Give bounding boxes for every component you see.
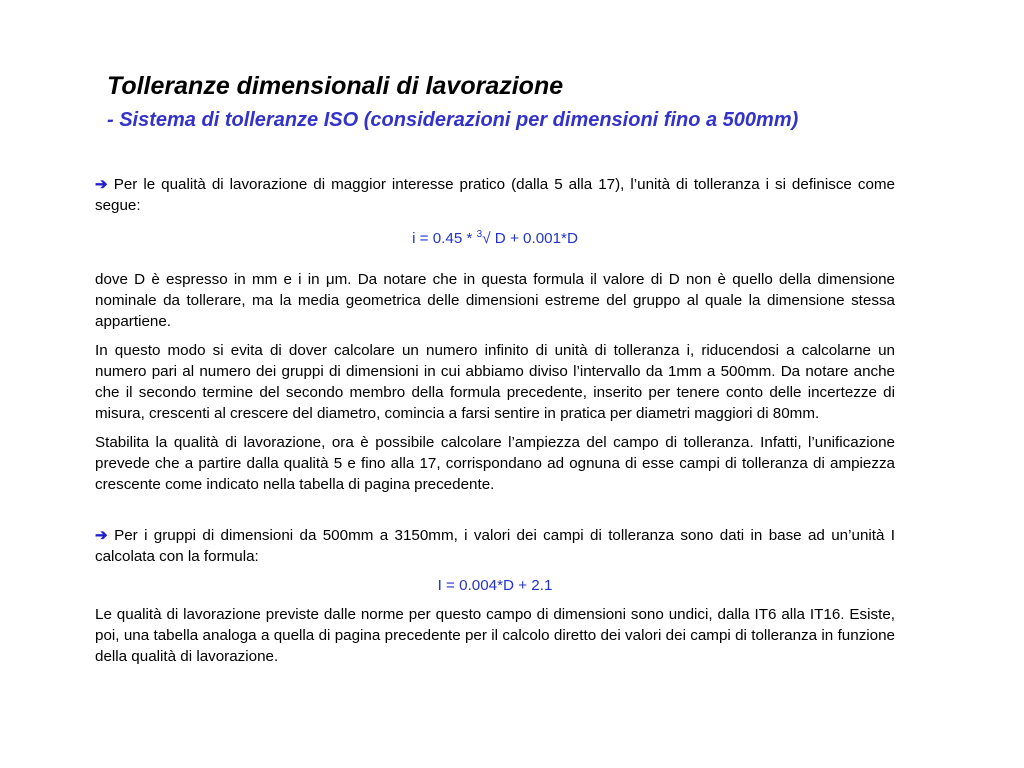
body-text — [95, 174, 895, 675]
arrow-right-icon: ➔ — [95, 176, 108, 193]
paragraph-intro-text: Per le qualità di lavorazione di maggior interesse pratico (dalla 5 alla 17), l’unità di tolleranza i si definisce come segue: — [95, 176, 895, 214]
spacer — [95, 257, 895, 269]
formula-unit-I: I = 0.004*D + 2.1 — [437, 577, 553, 595]
formula-unit-i-root-index: 3 — [476, 229, 483, 240]
formula-unit-i-suffix: √ D + 0.001*D — [482, 230, 578, 248]
paragraph-quality: Stabilita la qualità di lavorazione, ora è possibile calcolare l’ampiezza del campo di tolleranza. Infatti, l’unificazione prevede che a partire dalla qualità 5 e fino alla 17, corrispondano ad ognuna di esse campi di tolleranza di ampiezza crescente come indicato nella tabella di pagina precedente. — [95, 434, 895, 494]
page-subtitle: - Sistema di tolleranze ISO (considerazioni per dimensioni fino a 500mm) — [107, 109, 799, 131]
formula-unit-i-prefix: i = 0.45 * — [412, 230, 477, 248]
paragraph-large-dimensions-text: Per i gruppi di dimensioni da 500mm a 3150mm, i valori dei campi di tolleranza sono dati in base ad un’unità I calcolata con la formula: — [95, 527, 895, 566]
paragraph-method: In questo modo si evita di dover calcolare un numero infinito di unità di tolleranza i, riducendosi a calcolarne un numero pari al numero dei gruppi di dimensioni in cui abbiamo diviso l’intervallo da 1mm a 500mm. Da notare anche che il secondo termine del secondo membro della formula precedente, inserito per tenere conto delle incertezze di misura, crescenti al crescere del diametro, comincia a farsi sentire in pratica per diametri maggiori di 80mm. — [95, 342, 895, 423]
paragraph-intro — [95, 174, 895, 216]
formula-unit-i — [95, 224, 895, 249]
paragraph-it-grades: Le qualità di lavorazione previste dalle norme per questo campo di dimensioni sono undici, dalla IT6 alla IT16. Esiste, poi, una tabella analoga a quella di pagina precedente per il calcolo diretto dei valori dei campi di tolleranza in funzione della qualità di lavorazione. — [95, 606, 895, 666]
page-title: Tolleranze dimensionali di lavorazione — [107, 72, 564, 100]
arrow-right-icon: ➔ — [95, 527, 108, 545]
paragraph-large-dimensions — [95, 525, 895, 567]
spacer — [95, 503, 895, 525]
paragraph-definition: dove D è espresso in mm e i in μm. Da notare che in questa formula il valore di D non è quello della dimensione nominale da tollerare, ma la media geometrica delle dimensioni estreme del gruppo al quale la dimensione stessa appartiene. — [95, 271, 895, 331]
